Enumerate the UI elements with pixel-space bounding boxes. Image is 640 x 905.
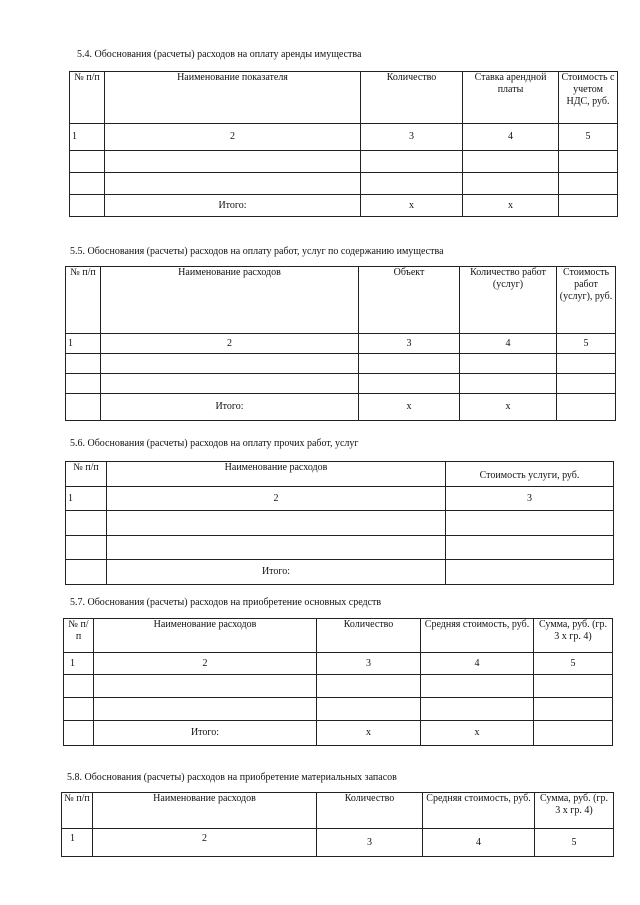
table-5-4 (69, 71, 618, 217)
table-cell[interactable] (559, 173, 618, 195)
table-cell[interactable] (557, 354, 616, 374)
table-row (64, 698, 613, 721)
table-cell[interactable] (361, 173, 463, 195)
header-cell-quantity: Количество (317, 619, 421, 653)
x-mark: x (361, 195, 463, 217)
table-cell[interactable] (66, 536, 107, 560)
column-number-row (66, 334, 616, 354)
table-cell[interactable] (105, 151, 361, 173)
column-number-row (62, 829, 614, 857)
table-cell[interactable] (361, 151, 463, 173)
header-cell-sum: Сумма, руб. (гр. 3 х гр. 4) (535, 793, 614, 829)
table-cell[interactable] (70, 151, 105, 173)
column-number: 2 (105, 124, 361, 151)
header-cell-name: Наименование расходов (93, 793, 317, 829)
header-cell-name: Наименование показателя (105, 72, 361, 124)
table-header-row (64, 619, 613, 653)
header-cell-rate: Ставка арендной платы (463, 72, 559, 124)
table-cell[interactable] (101, 374, 359, 394)
table-cell (64, 721, 94, 746)
total-row (64, 721, 613, 746)
table-cell (66, 394, 101, 421)
column-number-row (70, 124, 618, 151)
table-cell[interactable] (559, 151, 618, 173)
header-cell-number: № п/п (66, 267, 101, 334)
table-cell[interactable] (421, 698, 534, 721)
total-value-cell[interactable] (559, 195, 618, 217)
column-number: 1 (64, 653, 94, 675)
table-cell[interactable] (70, 173, 105, 195)
table-cell[interactable] (107, 511, 446, 536)
total-label: Итого: (107, 560, 446, 585)
header-cell-cost: Стоимость услуги, руб. (446, 462, 614, 487)
table-cell[interactable] (463, 173, 559, 195)
table-cell[interactable] (534, 675, 613, 698)
header-cell-avg-cost: Средняя стоимость, руб. (423, 793, 535, 829)
section-5-7-title: 5.7. Обоснования (расчеты) расходов на приобретение основных средств (70, 597, 382, 608)
total-row (66, 394, 616, 421)
table-row (66, 536, 614, 560)
table-row (66, 354, 616, 374)
table-cell[interactable] (317, 698, 421, 721)
column-number-row (66, 487, 614, 511)
total-value-cell[interactable] (446, 560, 614, 585)
column-number: 1 (70, 124, 105, 151)
table-cell[interactable] (557, 374, 616, 394)
table-cell[interactable] (66, 511, 107, 536)
table-row (66, 511, 614, 536)
column-number: 2 (101, 334, 359, 354)
header-cell-quantity: Количество (317, 793, 423, 829)
header-cell-name: Наименование расходов (107, 462, 446, 487)
column-number: 2 (107, 487, 446, 511)
x-mark: x (463, 195, 559, 217)
header-cell-number: № п/п (62, 793, 93, 829)
table-header-row (70, 72, 618, 124)
total-value-cell[interactable] (534, 721, 613, 746)
table-cell[interactable] (463, 151, 559, 173)
table-5-7 (63, 618, 613, 746)
column-number: 1 (62, 829, 93, 857)
total-value-cell[interactable] (557, 394, 616, 421)
total-label: Итого: (105, 195, 361, 217)
section-5-4-title: 5.4. Обоснования (расчеты) расходов на оплату аренды имущества (77, 49, 362, 60)
table-cell[interactable] (94, 675, 317, 698)
table-5-5 (65, 266, 616, 421)
column-number: 5 (559, 124, 618, 151)
table-cell[interactable] (446, 536, 614, 560)
section-5-6-title: 5.6. Обоснования (расчеты) расходов на оплату прочих работ, услуг (70, 438, 359, 449)
table-5-6 (65, 461, 614, 585)
table-header-row (62, 793, 614, 829)
table-row (64, 675, 613, 698)
table-cell (70, 195, 105, 217)
total-row (70, 195, 618, 217)
table-cell[interactable] (534, 698, 613, 721)
table-cell[interactable] (317, 675, 421, 698)
header-cell-object: Объект (359, 267, 460, 334)
header-cell-sum: Сумма, руб. (гр. 3 х гр. 4) (534, 619, 613, 653)
header-cell-number: № п/п (64, 619, 94, 653)
table-cell (66, 560, 107, 585)
header-cell-number: № п/п (66, 462, 107, 487)
table-cell[interactable] (64, 675, 94, 698)
header-cell-work-quantity: Количество работ (услуг) (460, 267, 557, 334)
table-row (70, 173, 618, 195)
total-label: Итого: (94, 721, 317, 746)
column-number: 3 (361, 124, 463, 151)
header-cell-number: № п/п (70, 72, 105, 124)
header-cell-cost: Стоимость работ (услуг), руб. (557, 267, 616, 334)
column-number: 2 (93, 829, 317, 857)
table-cell[interactable] (421, 675, 534, 698)
column-number: 4 (460, 334, 557, 354)
table-header-row (66, 462, 614, 487)
column-number: 3 (317, 653, 421, 675)
column-number: 4 (421, 653, 534, 675)
column-number: 4 (423, 829, 535, 857)
total-label: Итого: (101, 394, 359, 421)
table-cell[interactable] (66, 354, 101, 374)
header-cell-cost: Стоимость с учетом НДС, руб. (559, 72, 618, 124)
table-cell[interactable] (105, 173, 361, 195)
table-row (70, 151, 618, 173)
section-5-5-title: 5.5. Обоснования (расчеты) расходов на оплату работ, услуг по содержанию имущества (70, 246, 444, 257)
x-mark: x (421, 721, 534, 746)
table-cell[interactable] (64, 698, 94, 721)
total-row (66, 560, 614, 585)
column-number: 5 (557, 334, 616, 354)
table-cell[interactable] (446, 511, 614, 536)
column-number: 5 (535, 829, 614, 857)
table-row (66, 374, 616, 394)
table-5-8 (61, 792, 614, 857)
header-cell-name: Наименование расходов (94, 619, 317, 653)
header-cell-avg-cost: Средняя стоимость, руб. (421, 619, 534, 653)
column-number: 5 (534, 653, 613, 675)
column-number: 3 (446, 487, 614, 511)
section-5-8-title: 5.8. Обоснования (расчеты) расходов на приобретение материальных запасов (67, 772, 397, 783)
column-number: 1 (66, 487, 107, 511)
table-cell[interactable] (107, 536, 446, 560)
column-number: 3 (359, 334, 460, 354)
x-mark: x (460, 394, 557, 421)
column-number: 4 (463, 124, 559, 151)
table-cell[interactable] (460, 374, 557, 394)
column-number-row (64, 653, 613, 675)
header-cell-name: Наименование расходов (101, 267, 359, 334)
x-mark: x (359, 394, 460, 421)
column-number: 1 (66, 334, 101, 354)
table-cell[interactable] (460, 354, 557, 374)
table-cell[interactable] (101, 354, 359, 374)
table-cell[interactable] (94, 698, 317, 721)
table-cell[interactable] (359, 374, 460, 394)
header-cell-quantity: Количество (361, 72, 463, 124)
x-mark: x (317, 721, 421, 746)
table-header-row (66, 267, 616, 334)
column-number: 2 (94, 653, 317, 675)
column-number: 3 (317, 829, 423, 857)
table-cell[interactable] (66, 374, 101, 394)
table-cell[interactable] (359, 354, 460, 374)
